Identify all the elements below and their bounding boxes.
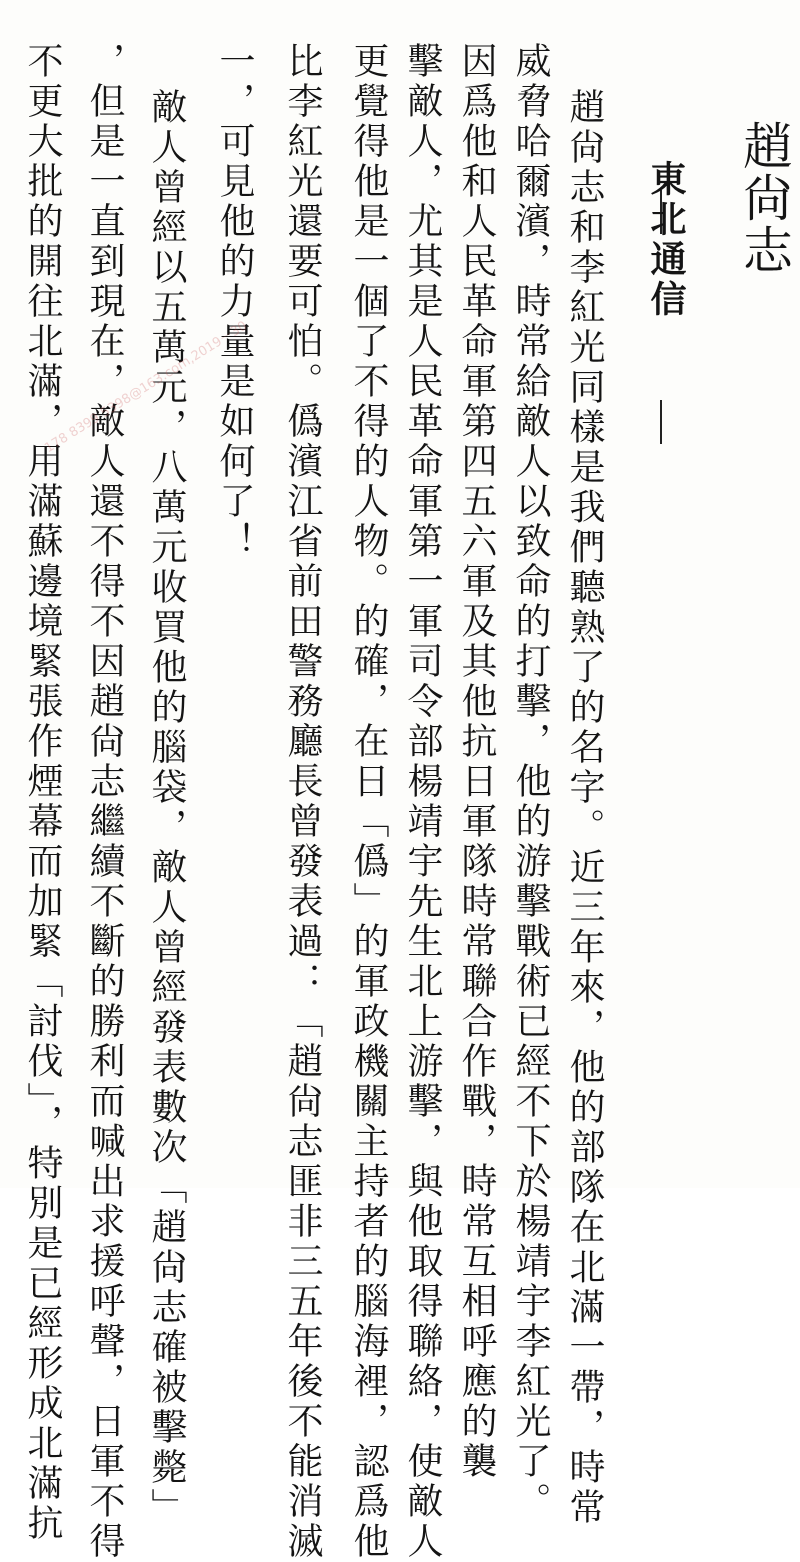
title-dash-bottom [660, 400, 662, 444]
text-column-7: 一，可見他的力量是如何了！ [214, 42, 255, 562]
text-column-6: 比李紅光還要可怕。僞濱江省前田警務廳長曾發表過：「趙尙志匪非三五年後不能消滅 [282, 42, 323, 1562]
text-column-5: 更覺得他是一個了不得的人物。的確，在日「僞」的軍政機關主持者的腦海裡，認爲他 [348, 42, 389, 1562]
text-column-3: 因爲他和人民革命軍第四五六軍及其他抗日軍隊時常聯合作戰，時常互相呼應的襲 [456, 42, 497, 1482]
text-column-4: 擊敵人，尤其是人民革命軍第一軍司令部楊靖宇先生北上游擊，與他取得聯絡，使敵人 [402, 42, 443, 1562]
text-column-2: 威脅哈爾濱，時常給敵人以致命的打擊，他的游擊戰術已經不下於楊靖宇李紅光了。 [510, 42, 551, 1522]
text-column-8: 敵人曾經以五萬元，八萬元收買他的腦袋，敵人曾經發表數次「趙尙志確被擊斃」 [146, 88, 187, 1528]
text-column-1: 趙尙志和李紅光同樣是我們聽熟了的名字。近三年來，他的部隊在北滿一帶，時常 [564, 88, 605, 1528]
article-subtitle: 東北通信 [645, 160, 686, 320]
text-column-9: ，但是一直到現在，敵人還不得不因趙尙志繼續不斷的勝利而喊出求援呼聲，日軍不得 [84, 42, 125, 1562]
text-column-10: 不更大批的開往北滿，用滿蘇邊境緊張作煙幕而加緊「討伐」，特別是已經形成北滿抗 [22, 42, 63, 1544]
watermark: 178 8399 5398@163.com,2019－30 [42, 318, 250, 457]
article-title: 趙尙志 [735, 120, 793, 276]
